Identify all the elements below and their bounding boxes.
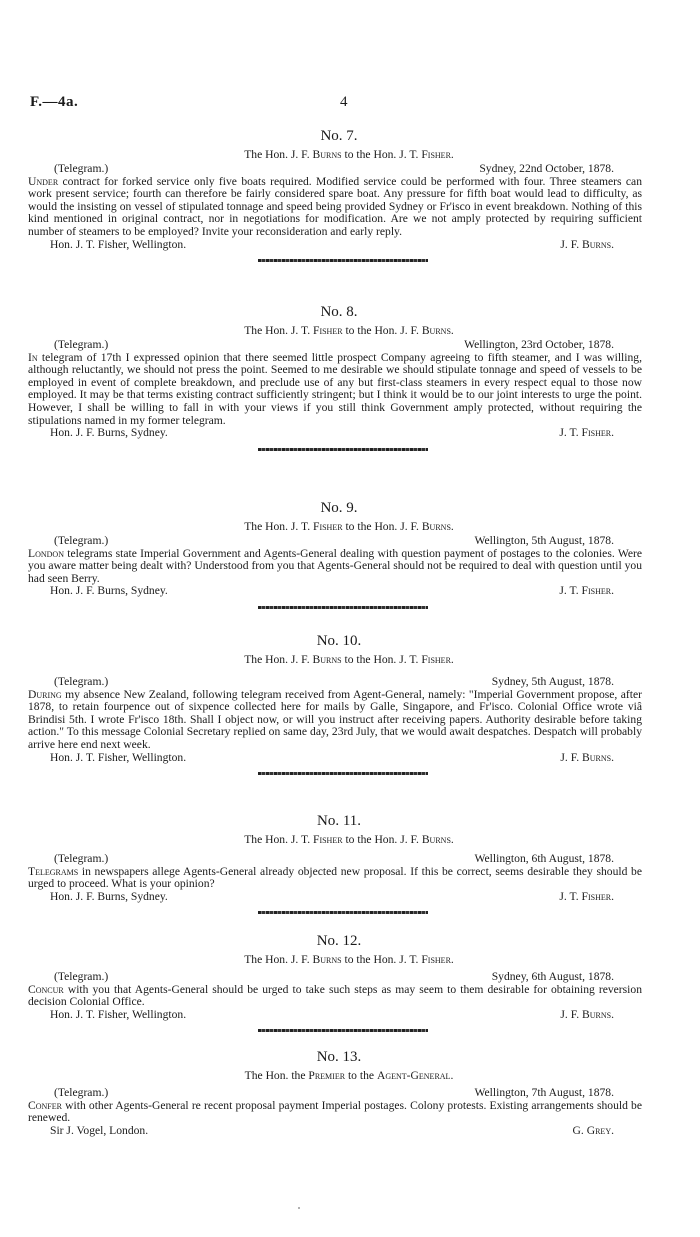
addressee: Hon. J. F. Burns, Sydney. (50, 889, 168, 903)
addressee: Hon. J. T. Fisher, Wellington. (50, 237, 187, 251)
signature: J. T. Fisher. (559, 889, 614, 903)
document-heading: The Hon. J. F. Burns to the Hon. J. T. Fisher. (244, 953, 454, 966)
section-rule (258, 606, 428, 609)
document-no-13 (28, 1048, 642, 1137)
place-date: Wellington, 7th August, 1878. (474, 1086, 614, 1099)
paper-reference: F.—4a. (30, 94, 79, 110)
document-body: Telegrams in newspapers allege Agents-General already objected new proposal. If this be correct, seems desirable they should be urged to proceed. What is your opinion? (28, 864, 642, 891)
document-heading: The Hon. J. F. Burns to the Hon. J. T. Fisher. (244, 148, 454, 161)
document-number: No. 10. (316, 633, 362, 649)
section-rule (258, 448, 428, 451)
document-number: No. 7. (320, 128, 358, 144)
telegram-label: (Telegram.) (54, 162, 109, 175)
signature: J. F. Burns. (560, 750, 614, 764)
telegram-label: (Telegram.) (54, 534, 109, 547)
document-body: Under contract for forked service only five boats required. Modified service could be performed with four. Three steamers can work present service; fourth can therefore be fairly considered spare boat. Any pressure for fifth boat would lead to difficulty, as would the insisting on vessel of stipulated tonnage and speed being provided Sydney or Fr'isco in event breakdown. Nothing of this kind mentioned in original contract, nor in negotiations for modification. Are we not amply protected by requiring sufficient number of steamers to be employed? Invite your reconsideration and early reply. (28, 174, 642, 238)
telegram-label: (Telegram.) (54, 338, 109, 351)
telegram-label: (Telegram.) (54, 852, 109, 865)
document-body: In telegram of 17th I expressed opinion that there seemed little prospect Company agreeing to fifth steamer, and I was willing, although reluctantly, we should not press the point. Seemed to me desirable we should stipulate tonnage and speed of vessels to be employed in event of complete breakdown, and preclude use of any but first-class steamers in every respect equal to those now employed. It may be that terms existing contract sufficiently stringent; but I think it would be to our joint interests to urge the point. However, I shall be willing to fall in with your views if you still think Government amply protected, without requiring the stipulations named in my former telegram. (28, 350, 642, 427)
place-date: Wellington, 5th August, 1878. (474, 534, 614, 547)
signature: J. T. Fisher. (559, 426, 614, 440)
document-no-11 (28, 812, 642, 914)
place-date: Wellington, 23rd October, 1878. (464, 338, 614, 351)
telegram-label: (Telegram.) (54, 1086, 109, 1099)
document-body: London telegrams state Imperial Government and Agents-General dealing with question payment of postages to the colonies. Were you aware matter being dealt with? Understood from you that Agents-General should not be required to deal with question until you had seen Berry. (28, 546, 642, 585)
signature: J. F. Burns. (560, 1007, 614, 1021)
document-no-8 (28, 303, 642, 451)
document-number: No. 8. (320, 304, 358, 320)
addressee: Hon. J. T. Fisher, Wellington. (50, 1007, 187, 1021)
place-date: Sydney, 6th August, 1878. (491, 970, 614, 983)
section-rule (258, 259, 428, 262)
place-date: Sydney, 5th August, 1878. (491, 675, 614, 688)
addressee: Hon. J. T. Fisher, Wellington. (50, 750, 187, 764)
section-rule (258, 911, 428, 914)
signature: G. Grey. (572, 1123, 614, 1137)
document-number: No. 13. (316, 1049, 362, 1065)
page-number: 4 (340, 94, 348, 110)
document-heading: The Hon. the Premier to the Agent-General. (244, 1069, 454, 1082)
section-rule (258, 772, 428, 775)
document-no-10 (28, 632, 642, 775)
document-body: Concur with you that Agents-General should be urged to take such steps as may seem to them desirable for obtaining reversion decision Colonial Office. (28, 982, 642, 1009)
document-number: No. 11. (316, 813, 362, 829)
document-no-12 (28, 932, 642, 1032)
place-date: Sydney, 22nd October, 1878. (479, 162, 614, 175)
place-date: Wellington, 6th August, 1878. (474, 852, 614, 865)
addressee: Hon. J. F. Burns, Sydney. (50, 584, 168, 598)
document-number: No. 12. (316, 933, 362, 949)
addressee: Hon. J. F. Burns, Sydney. (50, 426, 168, 440)
document-heading: The Hon. J. T. Fisher to the Hon. J. F. Burns. (244, 324, 454, 337)
document-no-7 (28, 127, 642, 262)
document-heading: The Hon. J. F. Burns to the Hon. J. T. Fisher. (244, 653, 454, 666)
section-rule (258, 1029, 428, 1032)
document-no-9 (28, 499, 642, 609)
addressee: Sir J. Vogel, London. (50, 1123, 149, 1137)
signature: J. F. Burns. (560, 237, 614, 251)
telegram-label: (Telegram.) (54, 970, 109, 983)
document-body: During my absence New Zealand, following telegram received from Agent-General, namely: "Imperial Government propose, after 1878, to retain fourpence out of sixpence collected here for mails by Galle, Singapore, and Fr'isco. Colonial Office wrote viâ Brindisi 5th. I wrote Fr'isco 18th. Shall I object now, or will you instruct after receiving papers. Authority desirable before taking action." To this message Colonial Secretary replied on same day, 23rd July, that we would await despatches. Despatch will probably arrive here end next week. (28, 687, 642, 751)
document-body: Confer with other Agents-General re recent proposal payment Imperial postages. Colony protests. Existing arrangements should be renewed. (28, 1098, 642, 1125)
telegram-label: (Telegram.) (54, 675, 109, 688)
print-speck (298, 1207, 300, 1209)
document-number: No. 9. (320, 500, 358, 516)
document-heading: The Hon. J. T. Fisher to the Hon. J. F. Burns. (244, 520, 454, 533)
signature: J. T. Fisher. (559, 584, 614, 598)
document-heading: The Hon. J. T. Fisher to the Hon. J. F. Burns. (244, 833, 454, 846)
